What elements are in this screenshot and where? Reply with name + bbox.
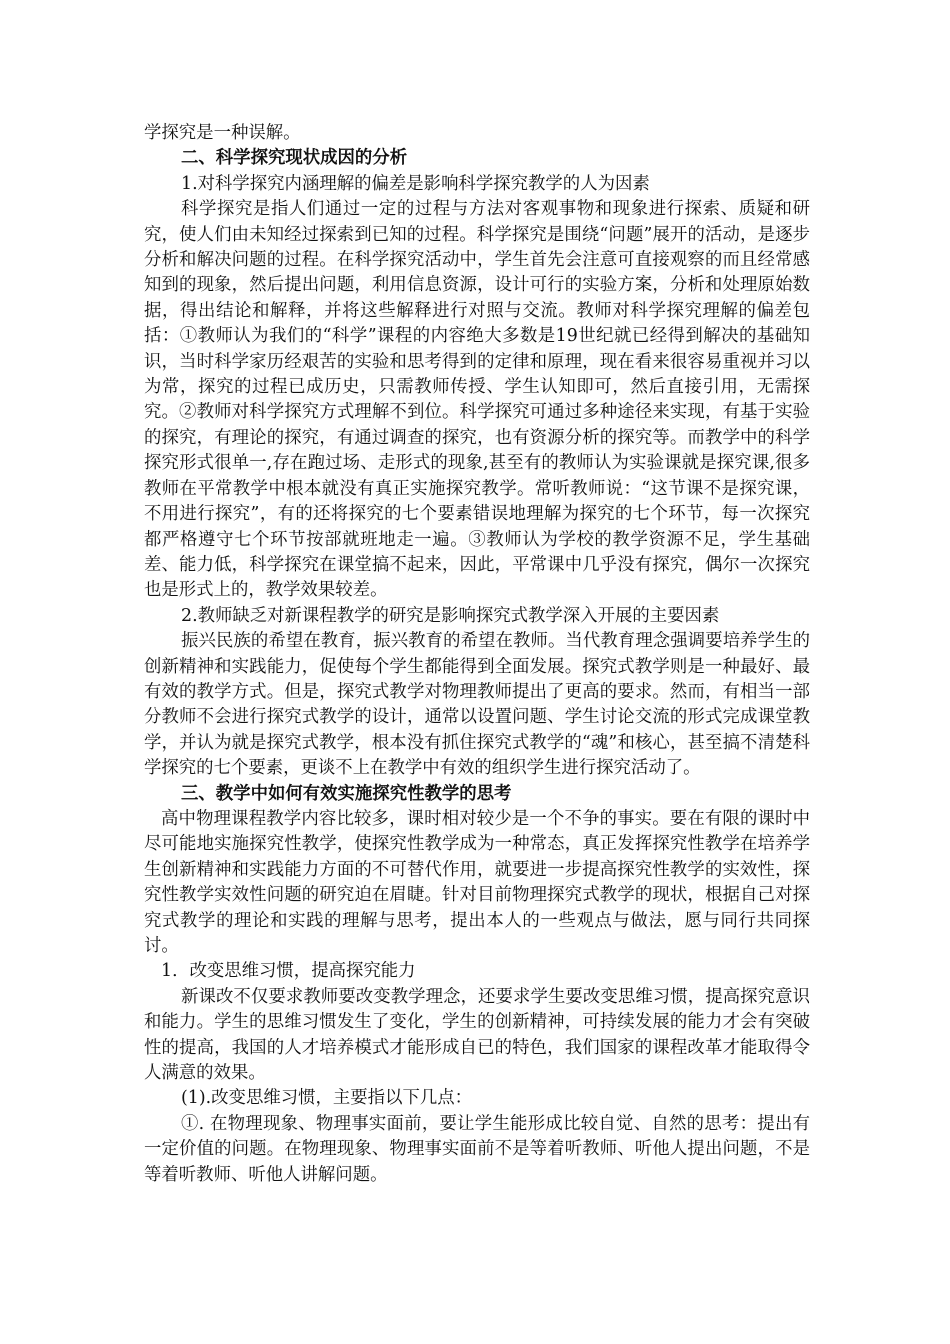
subsection-heading-2-2: 2.教师缺乏对新课程教学的研究是影响探究式教学深入开展的主要因素: [181, 605, 720, 626]
section-heading-2: 二、科学探究现状成因的分析: [181, 148, 408, 169]
body-paragraph: 科学探究是指人们通过一定的过程与方法对客观事物和现象进行探索、质疑和研究，使人们由未知经过探索到已知的过程。科学探究是围绕“问题”展开的活动，是逐步分析和解决问题的过程。在科学探究活动中，学生首先会注意可直接观察的而且经常感知到的现象，然后提出问题，利用信息资源，设计可行的实验方案，分析和处理原始数据，得出结论和解释，并将这些解释进行对照与交流。教师对科学探究理解的偏差包括：①教师认为我们的“科学”课程的内容绝大多数是19世纪就已经得到解决的基础知识，当时科学家历经艰苦的实验和思考得到的定律和原理，现在看来很容易重视并习以为常，探究的过程已成历史，只需教师传授、学生认知即可，然后直接引用，无需探究。②教师对科学探究方式理解不到位。科学探究可通过多种途径来实现，有基于实验的探究，有理论的探究，有通过调查的探究，也有资源分析的探究等。而教学中的科学探究形式很单一,存在跑过场、走形式的现象,甚至有的教师认为实验课就是探究课,很多教师在平常教学中根本就没有真正实施探究教学。常听教师说：“这节课不是探究课，不用进行探究”，有的还将探究的七个要素错误地理解为探究的七个环节，每一次探究都严格遵守七个环节按部就班地走一遍。③教师认为学校的教学资源不足，学生基础差、能力低，科学探究在课堂搞不起来，因此，平常课中几乎没有探究，偶尔一次探究也是形式上的，教学效果较差。: [144, 199, 810, 601]
document-body: [144, 121, 810, 1188]
body-paragraph: 新课改不仅要求教师要改变教学理念，还要求学生要改变思维习惯，提高探究意识和能力。学生的思维习惯发生了变化，学生的创新精神，可持续发展的能力才会有突破性的提高，我国的人才培养模式才能形成自已的特色，我们国家的课程改革才能取得令人满意的效果。: [144, 986, 810, 1084]
list-item: ①. 在物理现象、物理事实面前，要让学生能形成比较自觉、自然的思考：提出有一定价值的问题。在物理现象、物理事实面前不是等着听教师、听他人提出问题，不是等着听教师、听他人讲解问题。: [144, 1113, 810, 1185]
list-heading: (1).改变思维习惯，主要指以下几点：: [181, 1088, 473, 1109]
section-heading-3: 三、教学中如何有效实施探究性教学的思考: [181, 783, 512, 804]
continued-paragraph: 学探究是一种误解。: [144, 123, 301, 143]
body-paragraph: 振兴民族的希望在教育，振兴教育的希望在教师。当代教育理念强调要培养学生的创新精神和实践能力，促使每个学生都能得到全面发展。探究式教学则是一种最好、最有效的教学方式。但是，探究式教学对物理教师提出了更高的要求。然而，有相当一部分教师不会进行探究式教学的设计，通常以设置问题、学生讨论交流的形式完成课堂教学，并认为就是探究式教学，根本没有抓住探究式教学的“魂”和核心，甚至搞不清楚科学探究的七个要素，更谈不上在教学中有效的组织学生进行探究活动了。: [144, 631, 810, 779]
subsection-heading-3-1: 1．改变思维习惯，提高探究能力: [161, 961, 416, 982]
subsection-heading-2-1: 1.对科学探究内涵理解的偏差是影响科学探究教学的人为因素: [181, 173, 650, 194]
body-paragraph: 高中物理课程教学内容比较多，课时相对较少是一个不争的事实。要在有限的课时中尽可能地实施探究性教学，使探究性教学成为一种常态，真正发挥探究性教学在培养学生创新精神和实践能力方面的不可替代作用，就要进一步提高探究性教学的实效性，探究性教学实效性问题的研究迫在眉睫。针对目前物理探究式教学的现状，根据自己对探究式教学的理论和实践的理解与思考，提出本人的一些观点与做法，愿与同行共同探讨。: [144, 808, 810, 956]
